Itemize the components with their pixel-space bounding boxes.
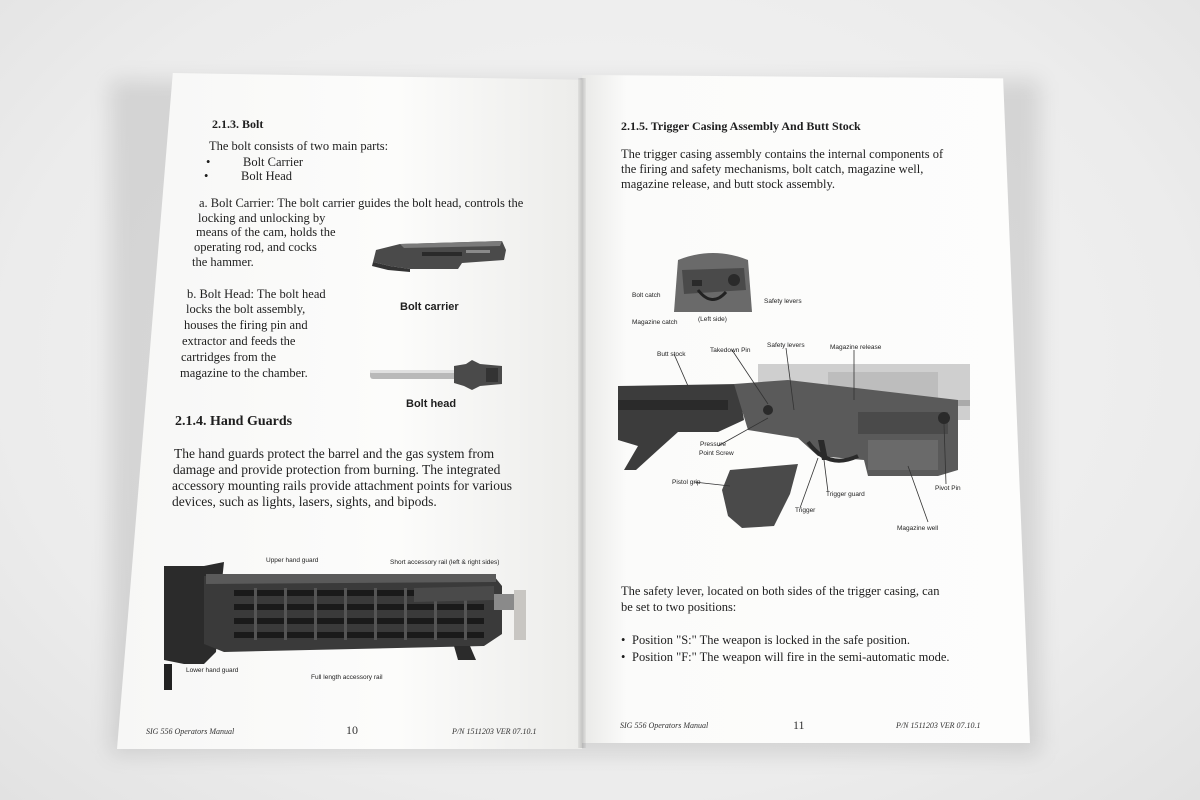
safety-position-bullet: •	[621, 633, 626, 647]
bolt-head-text: magazine to the chamber.	[180, 366, 308, 380]
inset-label-magazine-catch: Magazine catch	[632, 319, 678, 326]
bolt-head-text: b. Bolt Head: The bolt head	[187, 287, 326, 301]
bolt-head-caption: Bolt head	[406, 398, 457, 410]
hand-guards-text: damage and provide protection from burning. The integrated	[173, 462, 501, 477]
bolt-carrier-text: means of the cam, holds the	[196, 225, 336, 239]
footer-manual-title: SIG 556 Operators Manual	[146, 727, 235, 736]
safety-position-bullet: •	[621, 650, 626, 664]
hand-guards-text: The hand guards protect the barrel and the gas system from	[174, 446, 495, 461]
hand-guards-text: devices, such as lights, lasers, sights, and bipods.	[172, 494, 437, 509]
safety-text: The safety lever, located on both sides of the trigger casing, can	[621, 584, 940, 598]
bolt-heading: 2.1.3. Bolt	[212, 117, 264, 131]
bolt-carrier-text: the hammer.	[192, 255, 254, 269]
bolt-part-item: •	[204, 169, 209, 183]
label-trigger-guard: Trigger guard	[826, 491, 865, 498]
bolt-intro: The bolt consists of two main parts:	[209, 139, 389, 153]
bolt-part-label: Bolt Carrier	[243, 155, 304, 169]
label-magazine-well: Magazine well	[897, 525, 939, 532]
footer-part-number: P/N 1511203 VER 07.10.1	[896, 721, 981, 730]
footer-part-number: P/N 1511203 VER 07.10.1	[452, 727, 537, 736]
bolt-carrier-text: a. Bolt Carrier: The bolt carrier guides the bolt head, controls the	[199, 196, 524, 210]
bolt-carrier-caption: Bolt carrier	[400, 301, 459, 313]
hand-guards-heading: 2.1.4. Hand Guards	[175, 414, 293, 429]
safety-position-f: Position "F:" The weapon will fire in the semi-automatic mode.	[632, 650, 950, 664]
trigger-heading: 2.1.5. Trigger Casing Assembly And Butt Stock	[621, 119, 861, 133]
bolt-carrier-image	[370, 236, 510, 276]
label-pivot-pin: Pivot Pin	[935, 485, 961, 492]
label-upper-hand-guard: Upper hand guard	[266, 557, 319, 564]
label-takedown-pin: Takedown Pin	[710, 347, 751, 354]
trigger-assembly-image	[618, 360, 973, 530]
label-magazine-release: Magazine release	[830, 344, 882, 351]
bolt-head-text: cartridges from the	[181, 350, 277, 364]
bolt-head-text: extractor and feeds the	[182, 334, 296, 348]
safety-text: be set to two positions:	[621, 600, 737, 614]
label-full-length-rail: Full length accessory rail	[311, 674, 383, 681]
bolt-carrier-text: locking and unlocking by	[198, 211, 326, 225]
bolt-head-image	[368, 358, 508, 392]
label-pressure-point-screw: Point Screw	[699, 450, 734, 457]
trigger-text: The trigger casing assembly contains the internal components of	[621, 147, 944, 161]
bolt-carrier-text: operating rod, and cocks	[194, 240, 317, 254]
label-butt-stock: Butt stock	[657, 351, 686, 358]
safety-position-s: Position "S:" The weapon is locked in the safe position.	[632, 633, 911, 647]
inset-label-left-side: (Left side)	[698, 316, 727, 323]
bolt-part-item: •	[206, 155, 211, 169]
inset-label-bolt-catch: Bolt catch	[632, 292, 661, 299]
page-number: 11	[793, 718, 805, 732]
inset-label-safety-levers: Safety levers	[764, 298, 802, 305]
page-number: 10	[346, 723, 358, 737]
label-pressure-point-screw: Pressure	[700, 441, 727, 448]
trigger-text: the firing and safety mechanisms, bolt catch, magazine well,	[621, 162, 924, 176]
footer-manual-title: SIG 556 Operators Manual	[620, 721, 709, 730]
book-spine	[578, 78, 586, 748]
bolt-part-label: Bolt Head	[241, 169, 293, 183]
trigger-text: magazine release, and butt stock assembly.	[621, 177, 836, 191]
label-pistol-grip: Pistol grip	[672, 479, 701, 486]
bolt-head-text: houses the firing pin and	[184, 318, 308, 332]
label-lower-hand-guard: Lower hand guard	[186, 667, 239, 674]
bolt-head-text: locks the bolt assembly,	[186, 302, 306, 316]
label-short-accessory-rail: Short accessory rail (left & right sides)	[390, 559, 500, 566]
label-safety-levers: Safety levers	[767, 342, 805, 349]
trigger-inset-image	[668, 250, 758, 320]
hand-guards-text: accessory mounting rails provide attachment points for various	[172, 478, 513, 493]
label-trigger: Trigger	[795, 507, 816, 514]
